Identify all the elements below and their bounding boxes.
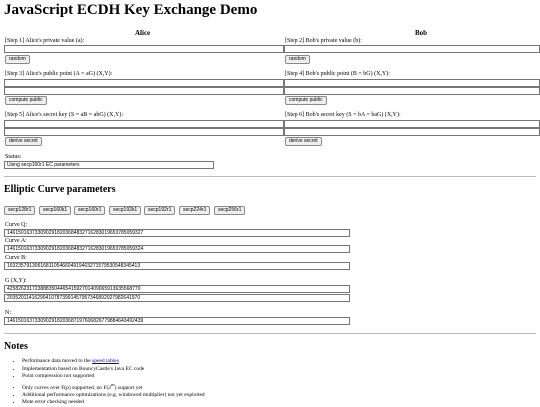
- alice-column-title: Alice: [135, 29, 151, 37]
- bob-random-button[interactable]: random: [285, 55, 310, 64]
- speed-tables-link[interactable]: speed tables: [92, 358, 119, 364]
- curve-section-heading: Elliptic Curve parameters: [4, 184, 116, 195]
- status-field: Using secp160r1 EC parameters: [4, 161, 214, 169]
- bob-derive-secret-button[interactable]: derive secret: [285, 137, 322, 146]
- curve-button-secp256r1[interactable]: secp256r1: [214, 206, 245, 215]
- alice-compute-public-button[interactable]: compute public: [5, 96, 47, 105]
- curve-button-secp128r1[interactable]: secp128r1: [4, 206, 35, 215]
- alice-secret-y-input[interactable]: [4, 128, 284, 136]
- list-item: • Point compression not supported: [22, 373, 205, 381]
- alice-step1-label: [Step 1] Alice's private value (a):: [5, 38, 85, 44]
- curve-a-input[interactable]: 1461501637330902918203684832716283019653785059324: [4, 245, 350, 253]
- status-label: Status:: [5, 154, 22, 160]
- curve-b-label: Curve B:: [5, 255, 27, 261]
- order-n-label: N:: [5, 310, 11, 316]
- generator-x-input[interactable]: 425826231723888350446541592701409065913635568770: [4, 285, 350, 293]
- order-n-input[interactable]: 1461501637330902918203687197606826779884643492439: [4, 317, 350, 325]
- list-item: • Mote error checking needed: [22, 399, 205, 407]
- divider: [4, 176, 536, 177]
- bob-column-title: Bob: [415, 29, 428, 37]
- bob-step4-label: [Step 4] Bob's public point (B = bG) (X,Y):: [285, 71, 390, 77]
- list-item: • Implementation based on BouncyCastle's Java EC code: [22, 366, 205, 374]
- bob-private-input[interactable]: [284, 45, 540, 53]
- alice-secret-x-input[interactable]: [4, 120, 284, 128]
- curve-button-secp192k1[interactable]: secp192k1: [109, 206, 141, 215]
- curve-q-label: Curve Q:: [5, 222, 28, 228]
- generator-y-input[interactable]: 203520114162904107873991457957346892027982641970: [4, 294, 350, 302]
- generator-label: G (X,Y):: [5, 278, 27, 284]
- notes-list: [13, 358, 205, 407]
- list-item: • Performance data moved to the speed tables: [22, 358, 205, 366]
- bob-secret-x-input[interactable]: [284, 120, 540, 128]
- list-item: • Only curves over F(p) supported, no F(2$^m$) support yet: [22, 381, 205, 392]
- curve-button-secp160k1[interactable]: secp160k1: [39, 206, 71, 215]
- page-title: JavaScript ECDH Key Exchange Demo: [4, 2, 258, 18]
- divider: [4, 333, 536, 334]
- curve-b-input[interactable]: 163235791306168110546604919403271579530548345413: [4, 262, 350, 270]
- bob-public-x-input[interactable]: [284, 79, 540, 87]
- alice-random-button[interactable]: random: [5, 55, 30, 64]
- alice-private-input[interactable]: [4, 45, 284, 53]
- bob-compute-public-button[interactable]: compute public: [285, 96, 327, 105]
- bob-step6-label: [Step 6] Bob's secret key (S = bA = baG) (X,Y):: [285, 112, 401, 118]
- alice-derive-secret-button[interactable]: derive secret: [5, 137, 42, 146]
- curve-button-secp160r1[interactable]: secp160r1: [74, 206, 105, 215]
- alice-public-x-input[interactable]: [4, 79, 284, 87]
- alice-step5-label: [Step 5] Alice's secret key (S = aB = abG) (X,Y):: [5, 112, 123, 118]
- bob-public-y-input[interactable]: [284, 87, 540, 95]
- list-item: • Additional performance optimizations (e.g. windowed multiplier) not yet exploited: [22, 392, 205, 400]
- alice-public-y-input[interactable]: [4, 87, 284, 95]
- bob-step2-label: [Step 2] Bob's private value (b):: [285, 38, 362, 44]
- notes-heading: Notes: [4, 341, 28, 352]
- curve-q-input[interactable]: 1461501637330902918203684832716283019653785059327: [4, 229, 350, 237]
- curve-button-secp224r1[interactable]: secp224r1: [179, 206, 210, 215]
- bob-secret-y-input[interactable]: [284, 128, 540, 136]
- curve-a-label: Curve A:: [5, 238, 27, 244]
- alice-step3-label: [Step 3] Alice's public point (A = aG) (X,Y):: [5, 71, 113, 77]
- curve-button-secp192r1[interactable]: secp192r1: [144, 206, 175, 215]
